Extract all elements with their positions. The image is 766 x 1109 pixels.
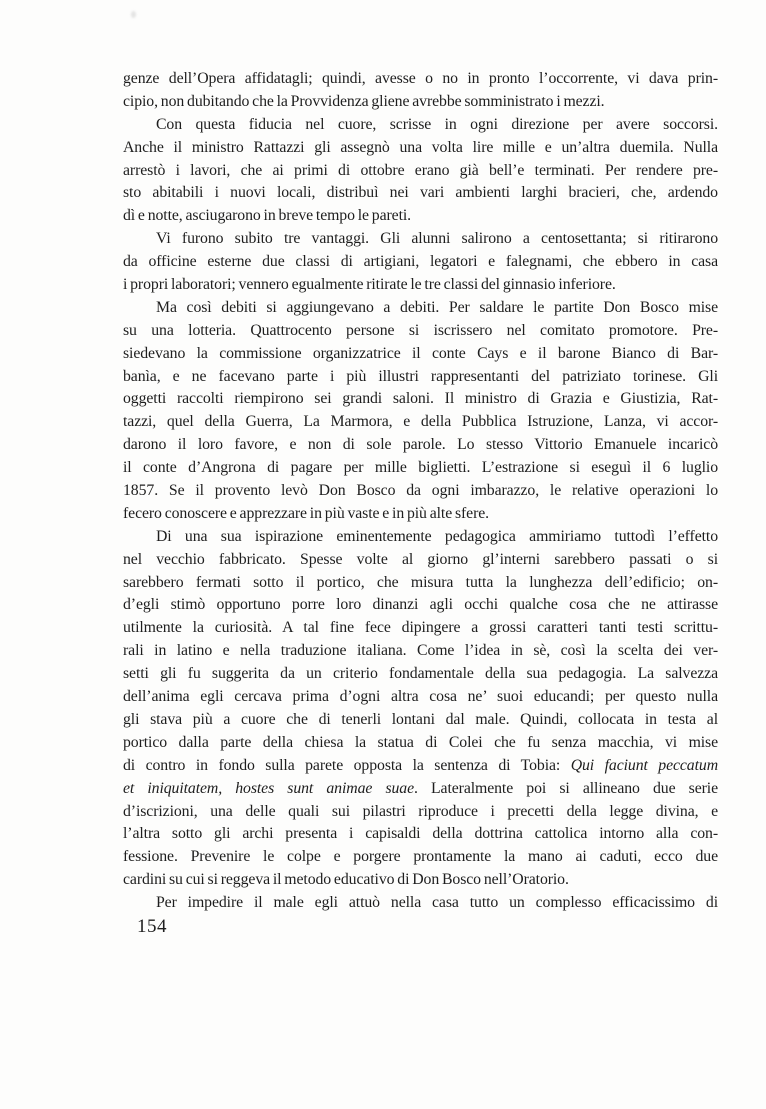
text-line: genze dell’Opera affidatagli; quindi, avesse o no in pronto l’occorrente, vi dava prin-	[123, 70, 718, 87]
text-line: Di una sua ispirazione eminentemente pedagogica ammiriamo tuttodì l’effetto	[156, 527, 718, 545]
text-block	[123, 68, 718, 915]
paragraph	[123, 526, 718, 892]
text-line: da officine esterne due classi di artigiani, legatori e falegnami, che ebbero in casa	[123, 253, 718, 271]
text-line: darono il loro favore, e non di sole parole. Lo stesso Vittorio Emanuele incaricò	[123, 436, 718, 454]
text-line: Ma così debiti si aggiungevano a debiti. Per saldare le partite Don Bosco mise	[156, 298, 718, 316]
text-line: Per impedire il male egli attuò nella casa tutto un complesso efficacissimo di	[156, 894, 718, 912]
paragraph	[123, 114, 718, 228]
text-line: Con questa fiducia nel cuore, scrisse in ogni direzione per avere soccorsi.	[156, 115, 718, 133]
text-line: nel vecchio fabbricato. Spesse volte al giorno gl’interni sarebbero passati o si	[123, 550, 718, 568]
text-line: portico dalla parte della chiesa la statua di Colei che fu senza macchia, vi mise	[123, 733, 718, 751]
text-line: gli stava più a cuore che di tenerli lontani dal male. Quindi, collocata in testa al	[123, 710, 718, 728]
text-line: utilmente la curiosità. A tal fine fece dipingere a grossi caratteri tanti testi scrittu-	[123, 619, 718, 637]
scan-artifact-speck	[131, 11, 136, 18]
text-line: cardini su cui si reggeva il metodo educativo di Don Bosco nell’Oratorio.	[123, 871, 569, 889]
text-line: sto abitabili i nuovi locali, distribuì nei vari ambienti larghi bracieri, che, ardendo	[123, 184, 718, 202]
text-line: oggetti raccolti riempirono sei grandi saloni. Il ministro di Grazia e Giustizia, Rat-	[123, 390, 718, 408]
text-line: rali in latino e nella traduzione italiana. Come l’idea in sè, così la scelta dei ver-	[123, 642, 718, 660]
text-line: tazzi, quel della Guerra, La Marmora, e della Pubblica Istruzione, Lanza, vi accor-	[123, 413, 718, 431]
text-line: Vi furono subito tre vantaggi. Gli alunni salirono a centosettanta; si ritirarono	[156, 230, 718, 248]
text-line: Anche il ministro Rattazzi gli assegnò una volta lire mille e un’altra duemila. Nulla	[123, 138, 718, 156]
text-line: d’iscrizioni, una delle quali sui pilastri riproduce i precetti della legge divina, e	[123, 802, 718, 820]
text-line: d’egli stimò opportuno porre loro dinanzi agli occhi qualche cosa che ne attirasse	[123, 596, 718, 614]
text-line: i propri laboratori; vennero egualmente ritirate le tre classi del ginnasio inferiore.	[123, 276, 616, 294]
text-line: dell’anima egli cercava prima d’ogni altra cosa ne’ suoi educandi; per questo nulla	[123, 688, 718, 706]
text-line: arrestò i lavori, che ai primi di ottobre erano già bell’e terminati. Per rendere pre-	[123, 161, 718, 179]
text-line: setti gli fu suggerita da un criterio fondamentale della sua pedagogia. La salvezza	[123, 665, 718, 683]
text-line: 1857. Se il provento levò Don Bosco da ogni imbarazzo, le relative operazioni lo	[123, 482, 718, 500]
text-line: il conte d’Angrona di pagare per mille biglietti. L’estrazione si eseguì il 6 luglio	[123, 459, 718, 477]
text-line: fecero conoscere e apprezzare in più vaste e in più alte sfere.	[123, 504, 489, 522]
text-line: et iniquitatem, hostes sunt animae suae. Lateralmente poi si allineano due serie	[123, 779, 718, 797]
paragraph	[123, 228, 718, 297]
paragraph	[123, 68, 718, 114]
text-line: fessione. Prevenire le colpe e porgere prontamente la mano ai caduti, ecco due	[123, 848, 718, 866]
text-line: siedevano la commissione organizzatrice il conte Cays e il barone Bianco di Bar-	[123, 344, 718, 362]
text-line: dì e notte, asciugarono in breve tempo le pareti.	[123, 207, 412, 225]
text-line: di contro in fondo sulla parete opposta la sentenza di Tobia: Qui faciunt peccatum	[123, 756, 718, 774]
paragraph	[123, 297, 718, 526]
page-number: 154	[137, 916, 167, 937]
text-line: banìa, e ne facevano parte i più illustri rappresentanti del patriziato torinese. Gli	[123, 367, 718, 385]
text-line: l’altra sotto gli archi presenta i capisaldi della dottrina cattolica intorno alla con-	[123, 825, 718, 843]
text-line: sarebbero fermati sotto il portico, che misura tutta la lunghezza dell’edificio; on-	[123, 573, 718, 591]
paragraph	[123, 892, 718, 915]
text-line: cipio, non dubitando che la Provvidenza gliene avrebbe somministrato i mezzi.	[123, 92, 605, 110]
text-line: su una lotteria. Quattrocento persone si iscrissero nel comitato promotore. Pre-	[123, 321, 718, 339]
